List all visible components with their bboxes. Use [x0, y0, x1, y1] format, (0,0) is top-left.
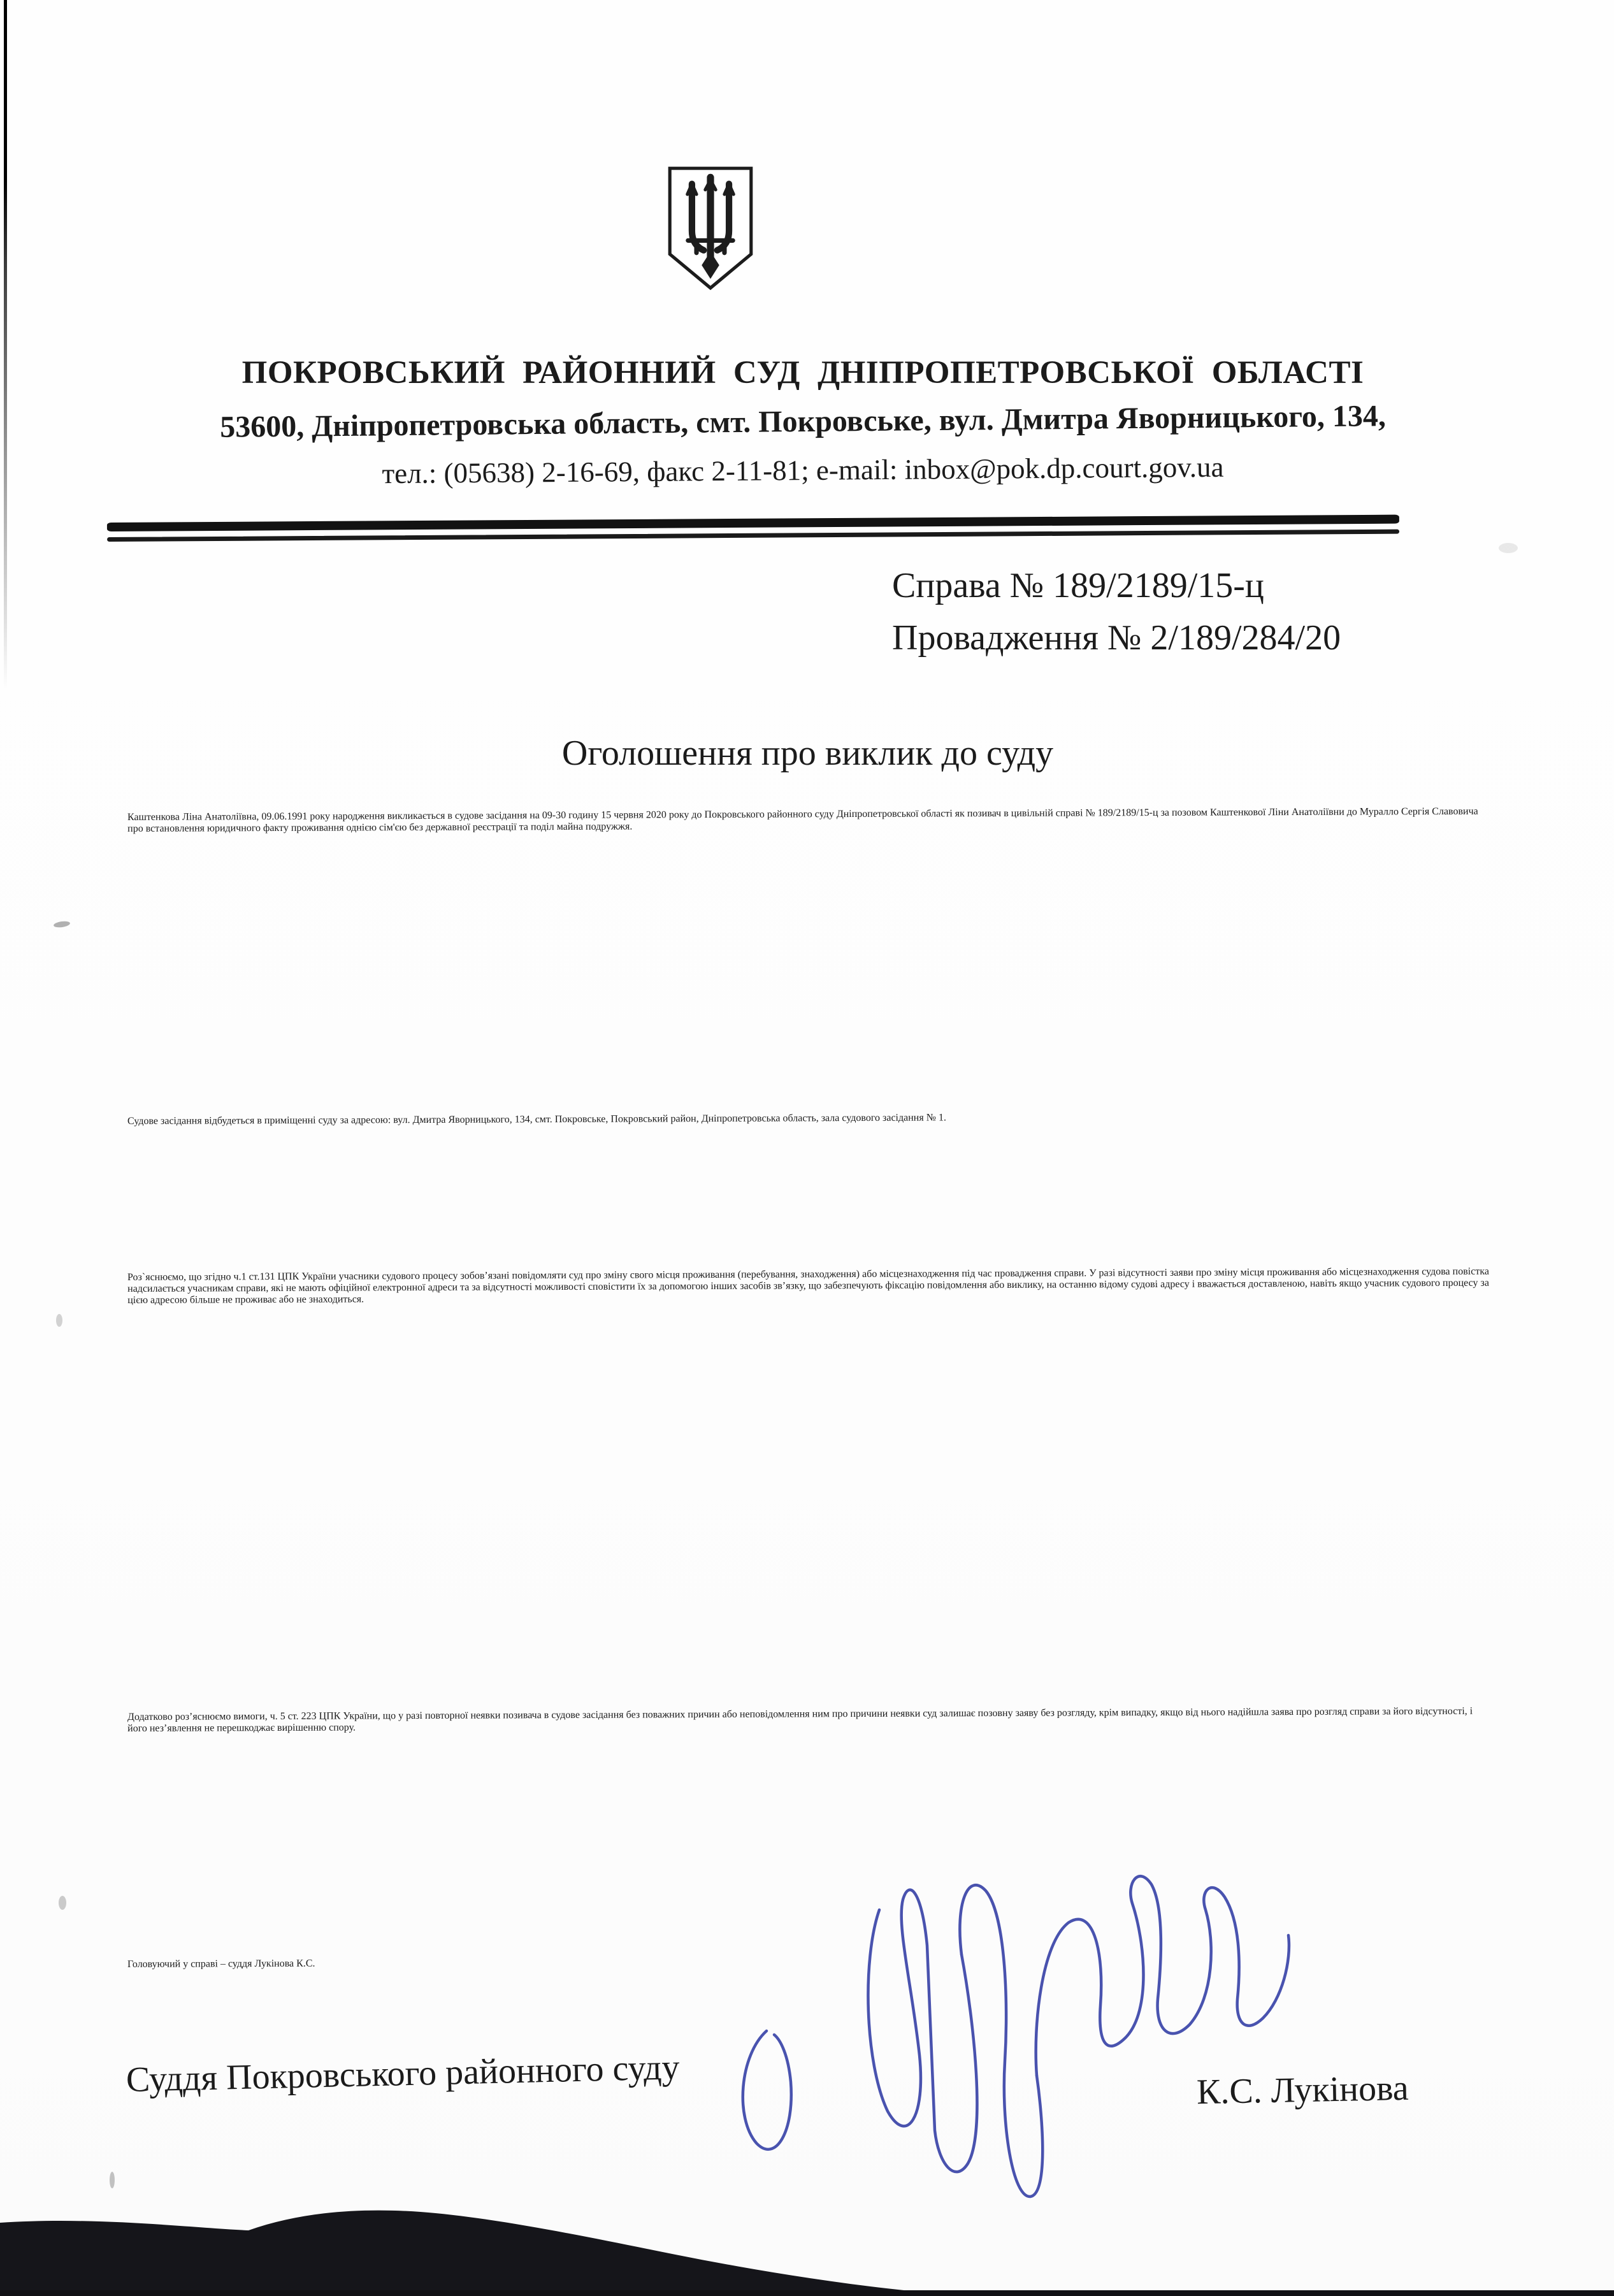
document-title: Оголошення про виклик до суду — [561, 733, 1054, 773]
divider-thick-line — [107, 515, 1399, 531]
header-divider-rule — [107, 515, 1399, 542]
ukraine-coat-of-arms-icon — [663, 164, 758, 292]
court-contact-line: тел.: (05638) 2-16-69, факс 2-11-81; e-mail: inbox@pok.dp.court.gov.ua — [382, 451, 1224, 490]
divider-thin-line — [107, 530, 1399, 542]
handwritten-signature — [685, 1864, 1329, 2221]
scan-speck — [54, 920, 71, 928]
scan-speck — [56, 1314, 62, 1327]
presiding-judge-line: Головуючий у справі – суддя Лукінова К.С. — [127, 1958, 315, 1970]
scan-speck — [59, 1896, 66, 1910]
paragraph-hearing-location: Судове засідання відбудеться в приміщенні суду за адресою: вул. Дмитра Яворницького, 134, смт. Покровське, Покровський район, Дніпропетровська область, зала судового засідання № 1. — [127, 1112, 946, 1127]
judge-name-label: К.С. Лукінова — [1196, 2068, 1409, 2112]
case-reference-block — [892, 560, 1341, 664]
scan-speck — [110, 2172, 115, 2188]
scan-speck — [1499, 543, 1518, 553]
scan-shadow-artifact-bottom — [0, 2191, 1614, 2296]
paragraph-legal-notice-223: Додатково роз’яснюємо вимоги, ч. 5 ст. 223 ЦПК України, що у разі повторної неявки позивача в судове засідання без поважних причин або неповідомлення ним про причини неявки суд залишає позовну заяву без розгляду, крім випадку, якщо від нього надійшла заява про розгляд справи за його відсутності, і його нез’явлення не перешкоджає вирішенню спору. — [127, 1705, 1473, 1734]
court-address-line: 53600, Дніпропетровська область, смт. Покровське, вул. Дмитра Яворницького, 134, — [219, 399, 1387, 444]
court-name-heading: ПОКРОВСЬКИЙ РАЙОННИЙ СУД ДНІПРОПЕТРОВСЬКОЇ ОБЛАСТІ — [241, 355, 1364, 391]
proceeding-number-line: Провадження № 2/189/284/20 — [892, 618, 1341, 658]
case-number-line: Справа № 189/2189/15-ц — [892, 566, 1264, 605]
paragraph-summons: Каштенкова Ліна Анатоліївна, 09.06.1991 року народження викликається в судове засідання на 09-30 годину 15 червня 2020 року до Покровського районного суду Дніпропетровської області як позивач в цивільній справі № 189/2189/15-ц за позовом Каштенкової Ліни Анатоліївни до Муралло Сергія Славовича про встановлення юридичного факту проживання однією сім'єю без державної реєстрації та поділ майна подружжя. — [127, 805, 1478, 834]
paragraph-legal-notice-131: Роз`яснюємо, що згідно ч.1 ст.131 ЦПК України учасники судового процесу зобов’язані повідомляти суд про зміну свого місця проживання (перебування, знаходження) або місцезнаходження під час провадження справи. У разі відсутності заяви про зміну місця проживання або місцезнаходження судова повістка надсилається учасникам справи, які не мають офіційної електронної адреси та за відсутності можливості сповістити їх за допомогою інших засобів зв’язку, що забезпечують фіксацію повідомлення або виклику, на останню відому судові адресу і вважається доставленою, навіть якщо учасник судового процесу за цією адресою більше не проживає або не знаходиться. — [127, 1266, 1489, 1306]
judge-title-label: Суддя Покровського районного суду — [126, 2047, 681, 2100]
scan-edge-artifact-left — [4, 0, 7, 688]
